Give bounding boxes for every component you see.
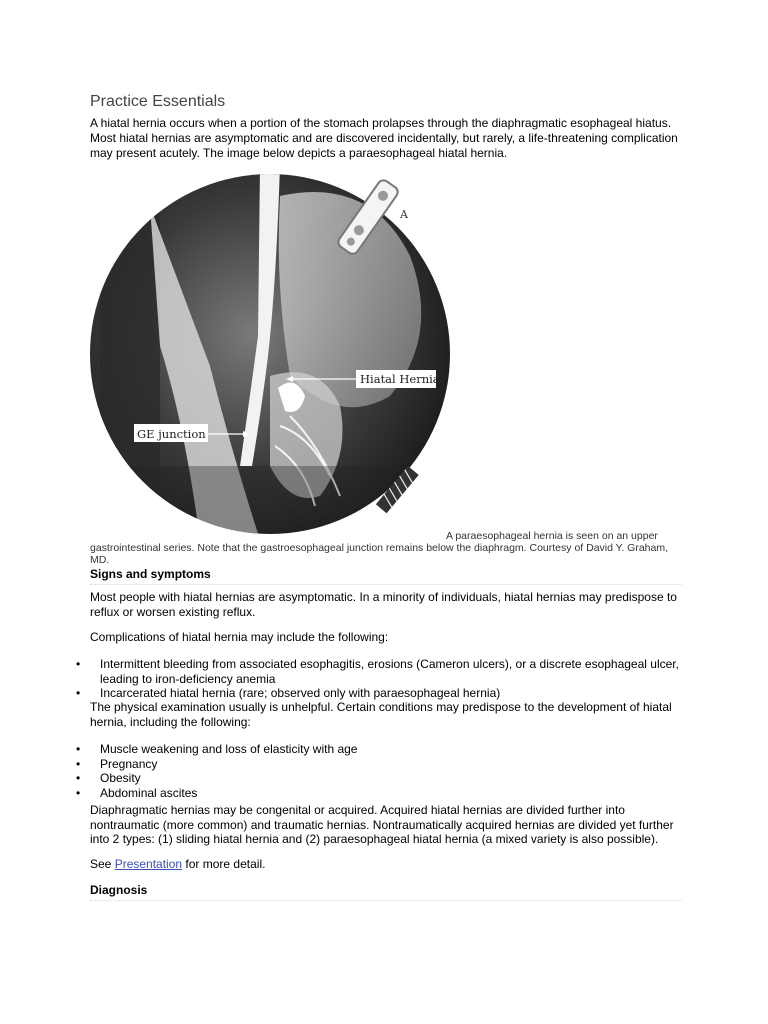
section-title: Practice Essentials	[90, 93, 226, 110]
signs-paragraph-4: Diaphragmatic hernias may be congenital or acquired. Acquired hiatal hernias are divided further into nontraumatic (more common) and traumatic hernias. Nontraumatically acquired hernias are divided yet further into 2 types: (1) sliding hiatal hernia and (2) paraesophageal hiatal hernia (a mixed variety is also possible).	[90, 803, 674, 846]
see-more-line	[90, 857, 682, 872]
diagnosis-heading: Diagnosis	[90, 883, 682, 901]
list-item: • Intermittent bleeding from associated esophagitis, erosions (Cameron ulcers), or a discrete esophageal ulcer, leading to iron-deficiency anemia	[76, 657, 682, 686]
complications-list	[76, 657, 682, 701]
xray-figure	[90, 166, 450, 540]
marker-letter: A	[400, 208, 408, 221]
see-prefix: See	[90, 857, 115, 871]
see-suffix: for more detail.	[182, 857, 266, 871]
list-item: • Abdominal ascites	[76, 786, 682, 801]
figure-caption: A paraesophageal hernia is seen on an upper gastrointestinal series. Note that the gastroesophageal junction remains below the diaphragm. Courtesy of David Y. Graham, MD.	[90, 530, 669, 566]
signs-paragraph-1: Most people with hiatal hernias are asymptomatic. In a minority of individuals, hiatal hernias may predispose to reflux or worsen existing reflux.	[90, 590, 677, 619]
xray-image	[90, 166, 450, 540]
list-item: • Incarcerated hiatal hernia (rare; observed only with paraesophageal hernia)	[76, 686, 682, 701]
conditions-list	[76, 742, 682, 800]
signs-paragraph-3: The physical examination usually is unhelpful. Certain conditions may predispose to the development of hiatal hernia, including the following:	[90, 700, 672, 729]
signs-paragraph-2: Complications of hiatal hernia may include the following:	[90, 630, 389, 644]
list-item: • Pregnancy	[76, 757, 682, 772]
presentation-link[interactable]: Presentation	[114, 857, 183, 871]
signs-heading: Signs and symptoms	[90, 567, 682, 585]
label-ge-junction: GE junction	[137, 427, 206, 441]
intro-paragraph: A hiatal hernia occurs when a portion of the stomach prolapses through the diaphragmatic esophageal hiatus. Most hiatal hernias are asymptomatic and are discovered incidentally, but rarely, a life-threatening complication may present acutely. The image below depicts a paraesophageal hiatal hernia.	[90, 116, 678, 160]
label-hiatal-hernia: Hiatal Hernia	[360, 372, 440, 386]
list-item: • Muscle weakening and loss of elasticity with age	[76, 742, 682, 757]
list-item: • Obesity	[76, 771, 682, 786]
